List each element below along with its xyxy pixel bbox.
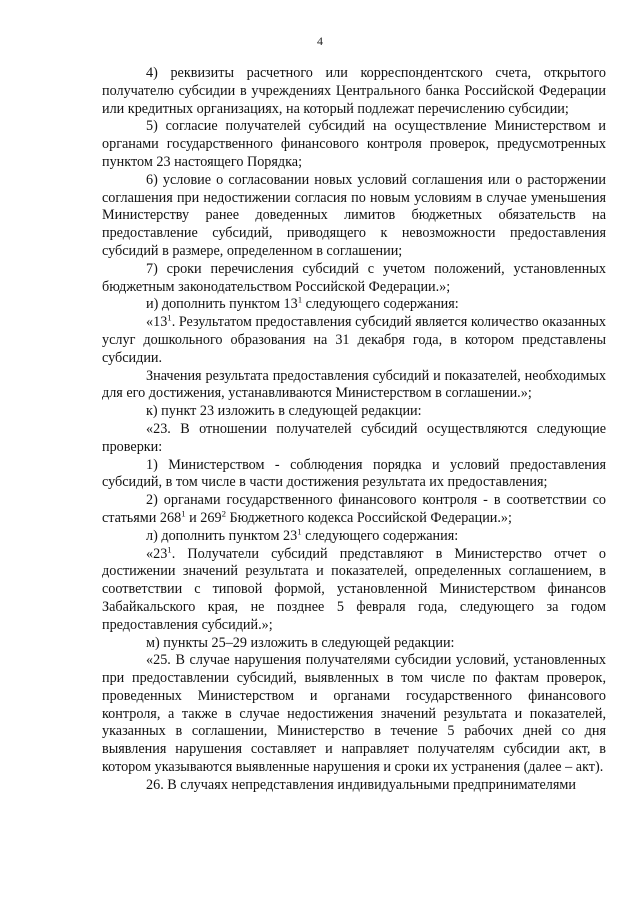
superscript: 1 <box>167 543 172 554</box>
superscript: 1 <box>181 508 186 519</box>
paragraph <box>102 403 606 421</box>
paragraph <box>102 368 606 404</box>
paragraph <box>102 525 606 546</box>
text-segment: и 269 <box>185 509 222 526</box>
superscript: 1 <box>297 525 302 536</box>
paragraph <box>102 261 606 297</box>
paragraph <box>102 652 606 777</box>
text-segment: 5) согласие получателей субсидий на осуществление Министерством и органами государственного финансового контроля проверок, предусмотренных пунктом 23 настоящего Порядка; <box>102 118 606 170</box>
paragraph <box>102 777 606 795</box>
text-segment: 4) реквизиты расчетного или корреспондентского счета, открытого получателю субсидии в учреждениях Центрального банка Российской Федерации или кредитных организациях, на который подлежат перечислению субсидии; <box>102 65 606 117</box>
text-segment: и) дополнить пунктом 13 <box>146 296 298 313</box>
superscript: 2 <box>221 508 226 519</box>
paragraph <box>102 118 606 171</box>
superscript: 1 <box>167 312 172 323</box>
paragraph <box>102 543 606 635</box>
text-segment: 2) органами государственного финансового контроля - в соответствии со статьями 268 <box>102 492 606 526</box>
superscript: 1 <box>297 294 303 305</box>
paragraph <box>102 457 606 493</box>
paragraph <box>102 421 606 457</box>
text-segment: Значения результата предоставления субсидий и показателей, необходимых для его достижения, устанавливаются Министерством в соглашении.»; <box>102 367 606 402</box>
text-segment: Бюджетного кодекса Российской Федерации.»; <box>225 509 512 526</box>
document-body <box>102 65 606 795</box>
text-segment: 6) условие о согласовании новых условий соглашения или о расторжении соглашения при недостижении согласия по новым условиям в случае уменьшения Министерству ранее доведенных лимитов бюджетных обязательств на предоставление субсидий, приводящего к невозможности предоставления субсидий в размере, определенном в соглашении; <box>102 171 606 259</box>
text-segment: . Получатели субсидий представляют в Министерство отчет о достижении значений результата и показателей, определенных соглашением, в соответствии с типовой формой, установленной Министерством финансов Забайкальского края, не позднее 5 февраля года, следующего за годом предоставления субсидий.»; <box>102 545 606 633</box>
text-segment: л) дополнить пунктом 23 <box>146 527 298 544</box>
paragraph <box>102 492 606 528</box>
text-segment: «25. В случае нарушения получателями субсидии условий, установленных при предоставлении субсидий, выявленных в том числе по фактам проверок, проведенных Министерством и органами государственного финансового контроля, а также в случае недостижения значений результата и показателей, указанных в соглашении, Министерство в течение 5 рабочих дней со дня выявления нарушения составляет и направляет получателям субсидии акт, в котором указываются выявленные нарушения и сроки их устранения (далее – акт). <box>102 652 606 776</box>
paragraph <box>102 314 606 367</box>
paragraph <box>102 635 606 653</box>
text-segment: 7) сроки перечисления субсидий с учетом положений, установленных бюджетным законодательством Российской Федерации.»; <box>102 260 606 295</box>
text-segment: «13 <box>146 314 168 331</box>
paragraph <box>102 65 606 118</box>
text-segment: м) пункты 25–29 изложить в следующей редакции: <box>146 634 455 651</box>
text-segment: «23. В отношении получателей субсидий осуществляются следующие проверки: <box>102 420 606 455</box>
text-segment: следующего содержания: <box>302 296 459 313</box>
text-segment: 1) Министерством - соблюдения порядка и условий предоставления субсидий, в том числе в части достижения результата их предоставления; <box>102 456 606 491</box>
text-segment: 26. В случаях непредставления индивидуальными предпринимателями <box>146 776 576 793</box>
text-segment: . Результатом предоставления субсидий является количество оказанных услуг дошкольного образования на 31 декабря года, в котором представлены субсидии. <box>102 314 606 366</box>
paragraph <box>102 172 606 261</box>
text-segment: к) пункт 23 изложить в следующей редакции: <box>146 403 422 420</box>
paragraph <box>102 296 606 314</box>
text-segment: «23 <box>146 545 168 562</box>
text-segment: следующего содержания: <box>301 527 459 544</box>
page-number: 4 <box>317 34 323 48</box>
